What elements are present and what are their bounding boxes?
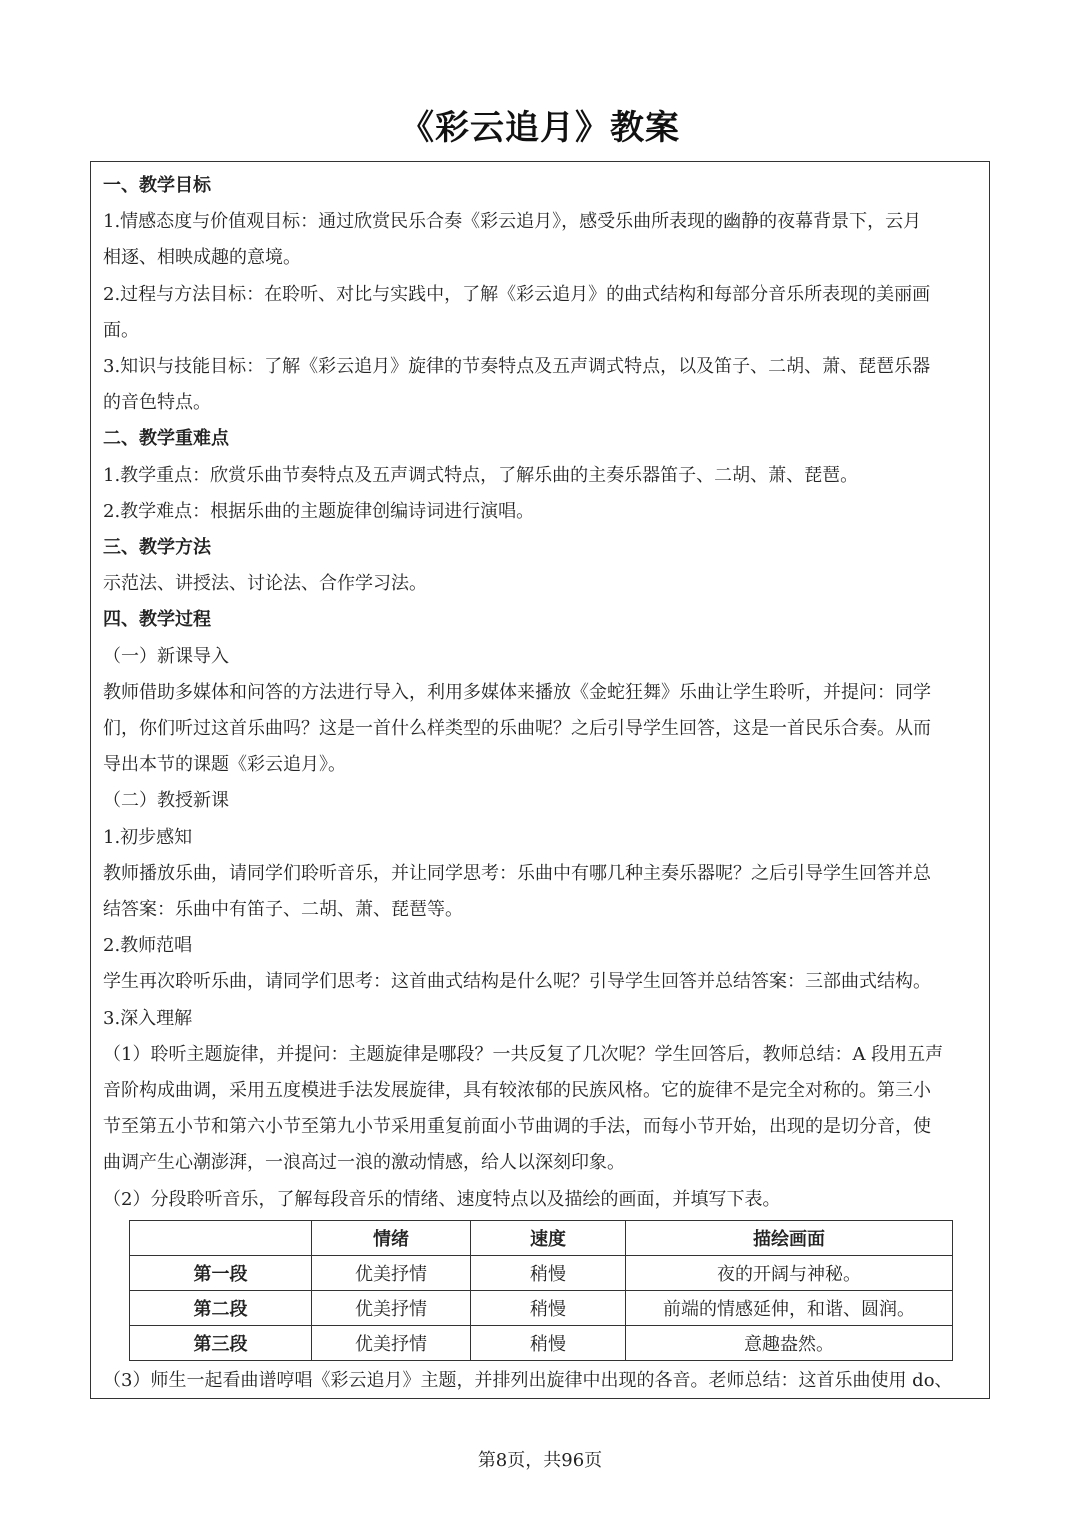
paragraph-line: 2.教师范唱 <box>103 935 193 957</box>
paragraph-line: 们，你们听过这首乐曲吗？这是一首什么样类型的乐曲呢？之后引导学生回答，这是一首民乐合奏。从而 <box>103 718 931 740</box>
table-cell: 优美抒情 <box>312 1255 471 1290</box>
paragraph-line: 节至第五小节和第六小节至第九小节采用重复前面小节曲调的手法，而每小节开始，出现的是切分音，使 <box>103 1116 931 1138</box>
section-heading: 四、教学过程 <box>103 609 211 631</box>
section-heading: 一、教学目标 <box>103 175 211 196</box>
table-cell: 优美抒情 <box>312 1290 471 1325</box>
paragraph-line: 音阶构成曲调，采用五度模进手法发展旋律，具有较浓郁的民族风格。它的旋律不是完全对称的。第三小 <box>103 1080 931 1102</box>
table-cell: 优美抒情 <box>312 1325 471 1360</box>
lesson-plan-content <box>91 162 989 1399</box>
paragraph-line: 示范法、讲授法、讨论法、合作学习法。 <box>103 573 427 595</box>
paragraph-line: 3.深入理解 <box>103 1007 193 1029</box>
paragraph-line: 面。 <box>103 319 139 341</box>
table-cell: 稍慢 <box>471 1255 626 1290</box>
paragraph-line: （2）分段聆听音乐，了解每段音乐的情绪、速度特点以及描绘的画面，并填写下表。 <box>103 1188 781 1210</box>
page-number: 第8页，共96页 <box>477 1450 603 1471</box>
paragraph-line: 2.教学难点：根据乐曲的主题旋律创编诗词进行演唱。 <box>103 500 535 522</box>
table-row <box>130 1255 953 1290</box>
music-analysis-table <box>129 1220 953 1361</box>
table-header-cell: 描绘画面 <box>626 1220 953 1255</box>
paragraph-line: 1.教学重点：欣赏乐曲节奏特点及五声调式特点，了解乐曲的主奏乐器笛子、二胡、萧、琵琶。 <box>103 464 859 486</box>
page-title: 《彩云追月》教案 <box>400 108 680 148</box>
paragraph-line: 导出本节的课题《彩云追月》。 <box>103 754 346 776</box>
table-cell: 意趣盎然。 <box>626 1325 953 1360</box>
paragraph-line: （3）师生一起看曲谱哼唱《彩云追月》主题，并排列出旋律中出现的各音。老师总结：这首乐曲使用 do、 <box>103 1369 953 1391</box>
paragraph-line: （1）聆听主题旋律，并提问：主题旋律是哪段？一共反复了几次呢？学生回答后，教师总结：A 段用五声 <box>103 1043 944 1065</box>
paragraph-line: 相逐、相映成趣的意境。 <box>103 247 301 269</box>
table-row <box>130 1290 953 1325</box>
table-header-cell: 情绪 <box>312 1220 471 1255</box>
paragraph-line: （一）新课导入 <box>103 645 229 667</box>
paragraph-line: 1.初步感知 <box>103 826 193 848</box>
paragraph-line: 学生再次聆听乐曲，请同学们思考：这首曲式结构是什么呢？引导学生回答并总结答案：三部曲式结构。 <box>103 971 931 993</box>
paragraph-line: 1.情感态度与价值观目标：通过欣赏民乐合奏《彩云追月》，感受乐曲所表现的幽静的夜幕背景下，云月 <box>103 211 922 233</box>
paragraph-line: 2.过程与方法目标：在聆听、对比与实践中，了解《彩云追月》的曲式结构和每部分音乐所表现的美丽画 <box>103 283 931 305</box>
table-header-row <box>130 1220 953 1255</box>
paragraph-line: 曲调产生心潮澎湃，一浪高过一浪的激动情感，给人以深刻印象。 <box>103 1152 625 1174</box>
table-row-label: 第一段 <box>130 1255 312 1290</box>
section-heading: 三、教学方法 <box>103 537 211 559</box>
table-cell: 稍慢 <box>471 1290 626 1325</box>
table-row <box>130 1325 953 1360</box>
paragraph-line: 教师播放乐曲，请同学们聆听音乐，并让同学思考：乐曲中有哪几种主奏乐器呢？之后引导学生回答并总 <box>103 862 931 884</box>
paragraph-line: 教师借助多媒体和问答的方法进行导入，利用多媒体来播放《金蛇狂舞》乐曲让学生聆听，并提问：同学 <box>103 681 931 703</box>
table-cell: 夜的开阔与神秘。 <box>626 1255 953 1290</box>
paragraph-line: 3.知识与技能目标：了解《彩云追月》旋律的节奏特点及五声调式特点，以及笛子、二胡、萧、琵琶乐器 <box>103 356 931 378</box>
lesson-plan-frame <box>90 161 990 1399</box>
table-cell: 前端的情感延伸，和谐、圆润。 <box>626 1290 953 1325</box>
paragraph-line: 的音色特点。 <box>103 392 211 414</box>
paragraph-line: （二）教授新课 <box>103 790 229 812</box>
table-header-cell <box>130 1220 312 1255</box>
table-row-label: 第三段 <box>130 1325 312 1360</box>
table-cell: 稍慢 <box>471 1325 626 1360</box>
section-heading: 二、教学重难点 <box>103 428 229 450</box>
paragraph-line: 结答案：乐曲中有笛子、二胡、萧、琵琶等。 <box>103 899 463 921</box>
table-row-label: 第二段 <box>130 1290 312 1325</box>
table-header-cell: 速度 <box>471 1220 626 1255</box>
